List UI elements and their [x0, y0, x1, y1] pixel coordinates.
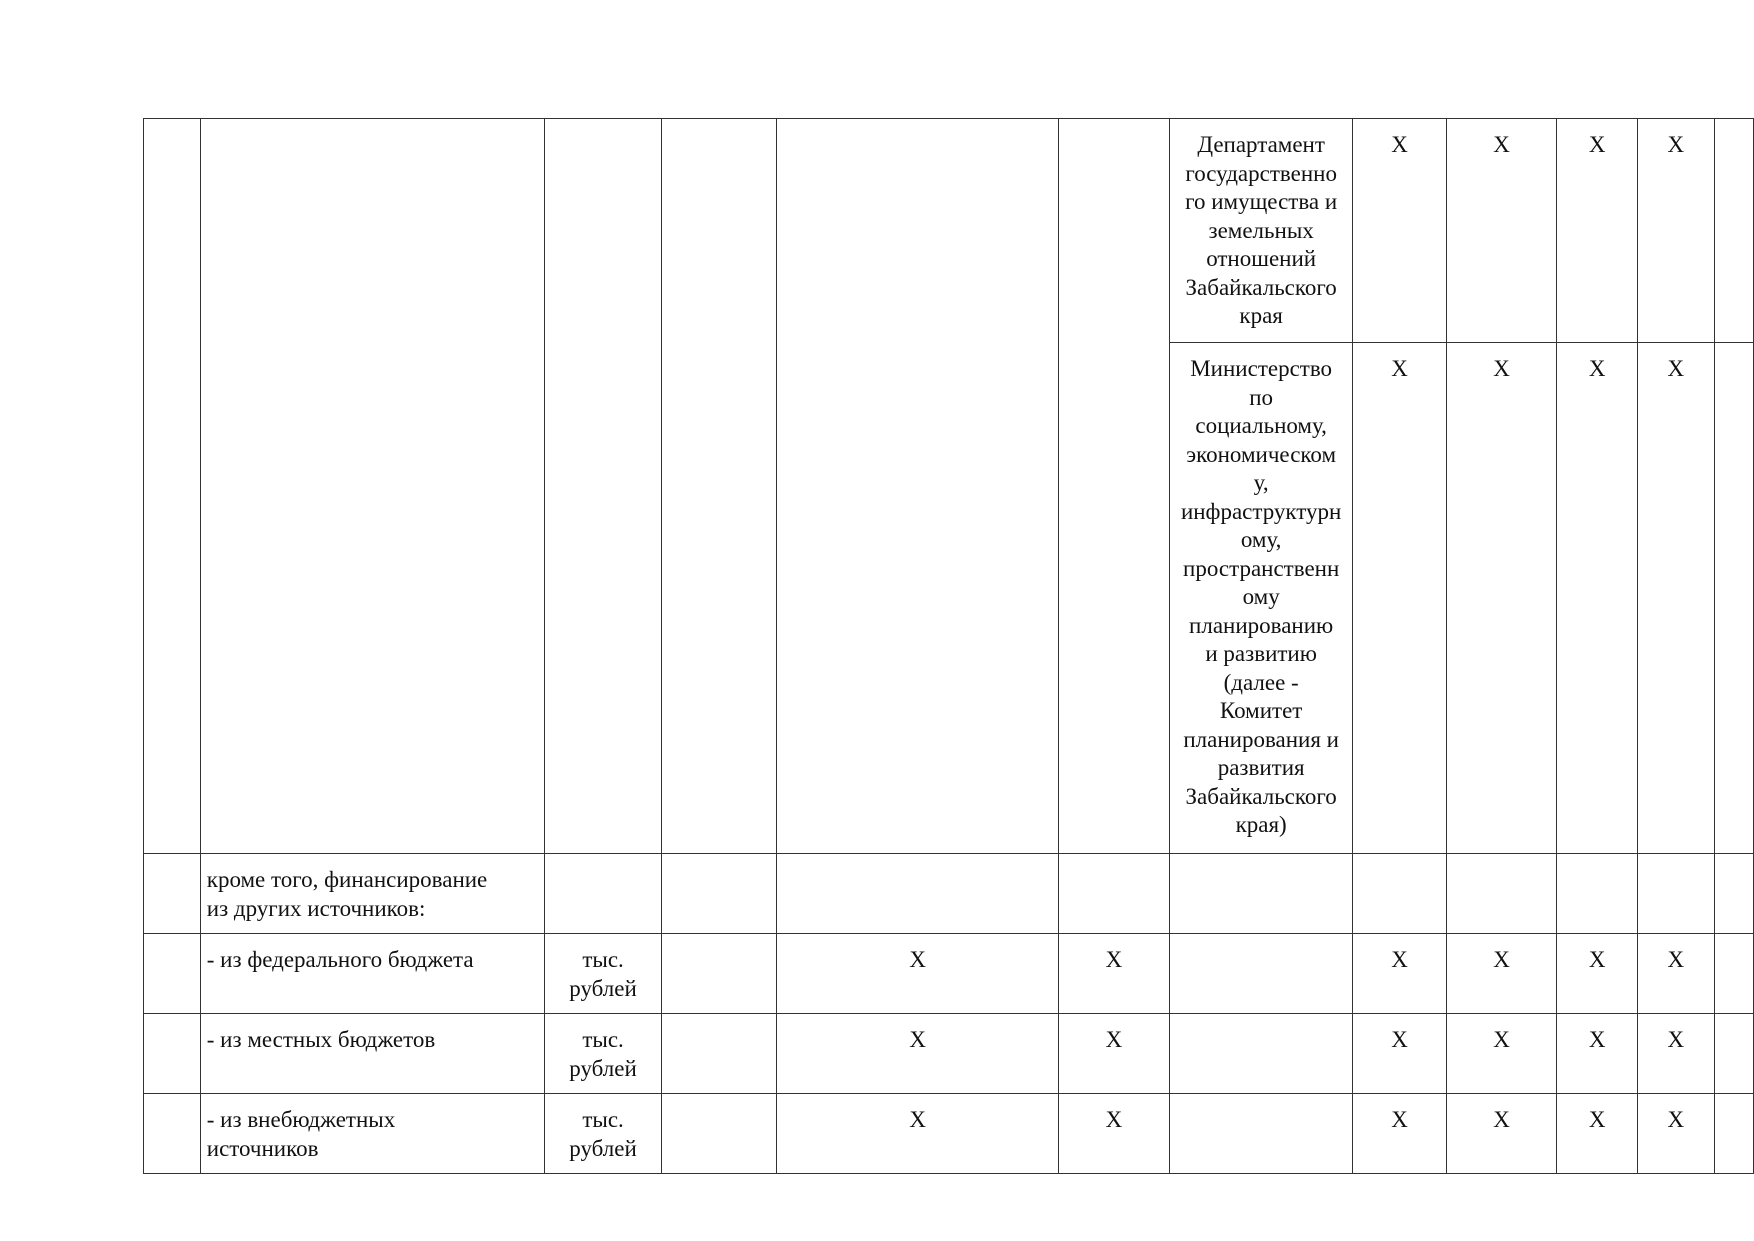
- empty-cell: [1059, 854, 1170, 934]
- x-mark-cell: X: [1353, 119, 1446, 343]
- org-line: государственно: [1185, 160, 1337, 186]
- x-mark-cell: X: [1446, 343, 1557, 854]
- org-line: Департамент: [1197, 132, 1325, 157]
- label-line: из других источников:: [206, 895, 426, 921]
- org-line: инфраструктурн: [1180, 498, 1342, 524]
- org-line: земельных: [1208, 217, 1314, 243]
- source-label: [200, 1094, 544, 1174]
- x-mark-cell: X: [1059, 934, 1170, 1014]
- value-cell: [662, 119, 777, 854]
- x-mark-cell: X: [1059, 1094, 1170, 1174]
- org-line: Министерство: [1190, 356, 1333, 381]
- label-line: - из федерального бюджета: [206, 947, 474, 972]
- x-mark-cell: X: [1446, 934, 1557, 1014]
- unit-cell: [545, 1014, 662, 1094]
- x-mark-cell: X: [1637, 1094, 1714, 1174]
- unit-line: рублей: [569, 975, 637, 1001]
- empty-cell: [1353, 854, 1446, 934]
- empty-cell: [1714, 1094, 1753, 1174]
- x-mark-cell: X: [1446, 119, 1557, 343]
- org-line: Забайкальского: [1185, 274, 1337, 300]
- x-mark-cell: X: [1637, 934, 1714, 1014]
- x-mark-cell: X: [1353, 1014, 1446, 1094]
- org-line: экономическом: [1186, 441, 1337, 467]
- unit-line: рублей: [569, 1135, 637, 1161]
- org-line: ому: [1242, 584, 1280, 609]
- org-line: Комитет: [1219, 698, 1303, 723]
- org-line: по: [1249, 384, 1274, 410]
- empty-cell: [1714, 854, 1753, 934]
- org-line: го имущества и: [1185, 189, 1338, 214]
- row-number-cell: [144, 934, 201, 1014]
- org-line: Забайкальского: [1185, 783, 1337, 809]
- x-mark-cell: X: [1446, 1094, 1557, 1174]
- table-row: [144, 1094, 1754, 1174]
- unit-line: тыс.: [582, 1027, 624, 1052]
- org-line: социальному,: [1195, 413, 1327, 438]
- empty-cell: [1637, 854, 1714, 934]
- unit-line: рублей: [569, 1055, 637, 1081]
- x-mark-cell: X: [1353, 343, 1446, 854]
- label-line: - из внебюджетных: [206, 1107, 396, 1132]
- x-mark-cell: X: [1557, 1014, 1638, 1094]
- row-number-cell: [144, 1094, 201, 1174]
- org-line: отношений: [1206, 246, 1317, 271]
- value-cell: [777, 119, 1059, 854]
- empty-cell: [1714, 343, 1753, 854]
- other-sources-label: [200, 854, 544, 934]
- x-mark-cell: X: [1059, 1014, 1170, 1094]
- org-line: пространственн: [1183, 555, 1340, 581]
- table-row: [144, 119, 1754, 343]
- empty-cell: [1169, 1094, 1353, 1174]
- org-line: края): [1235, 812, 1287, 837]
- empty-cell: [1169, 934, 1353, 1014]
- label-line: кроме того, финансирование: [206, 867, 488, 892]
- empty-cell: [662, 934, 777, 1014]
- x-mark-cell: X: [777, 1094, 1059, 1174]
- empty-cell: [545, 854, 662, 934]
- value-cell: [1059, 119, 1170, 854]
- unit-cell: [545, 119, 662, 854]
- table-row: [144, 854, 1754, 934]
- empty-cell: [1714, 119, 1753, 343]
- empty-cell: [1557, 854, 1638, 934]
- row-number-cell: [144, 119, 201, 854]
- x-mark-cell: X: [777, 1014, 1059, 1094]
- empty-cell: [1446, 854, 1557, 934]
- unit-cell: [545, 1094, 662, 1174]
- row-number-cell: [144, 854, 201, 934]
- empty-cell: [1714, 934, 1753, 1014]
- table-row: [144, 1014, 1754, 1094]
- unit-line: тыс.: [582, 1107, 624, 1132]
- row-number-cell: [144, 1014, 201, 1094]
- org-line: края: [1239, 303, 1283, 328]
- x-mark-cell: X: [1637, 119, 1714, 343]
- x-mark-cell: X: [1557, 1094, 1638, 1174]
- org-line: у,: [1253, 470, 1269, 495]
- unit-line: тыс.: [582, 947, 624, 972]
- program-financing-table: [143, 118, 1754, 1174]
- empty-cell: [662, 854, 777, 934]
- org-line: ому,: [1240, 527, 1282, 552]
- org-line: (далее -: [1223, 669, 1299, 695]
- name-cell: [200, 119, 544, 854]
- x-mark-cell: X: [1446, 1014, 1557, 1094]
- responsible-organization-cell: [1169, 119, 1353, 343]
- empty-cell: [662, 1014, 777, 1094]
- empty-cell: [1714, 1014, 1753, 1094]
- label-line: источников: [206, 1135, 319, 1161]
- empty-cell: [662, 1094, 777, 1174]
- x-mark-cell: X: [1637, 343, 1714, 854]
- x-mark-cell: X: [777, 934, 1059, 1014]
- unit-cell: [545, 934, 662, 1014]
- org-line: развития: [1217, 755, 1305, 780]
- org-line: планированию: [1189, 612, 1334, 638]
- x-mark-cell: X: [1637, 1014, 1714, 1094]
- responsible-organization-cell: [1169, 343, 1353, 854]
- source-label: [200, 1014, 544, 1094]
- source-label: [200, 934, 544, 1014]
- label-line: - из местных бюджетов: [206, 1027, 436, 1052]
- empty-cell: [777, 854, 1059, 934]
- empty-cell: [1169, 1014, 1353, 1094]
- x-mark-cell: X: [1557, 343, 1638, 854]
- x-mark-cell: X: [1353, 934, 1446, 1014]
- table-row: [144, 934, 1754, 1014]
- x-mark-cell: X: [1557, 934, 1638, 1014]
- x-mark-cell: X: [1557, 119, 1638, 343]
- x-mark-cell: X: [1353, 1094, 1446, 1174]
- org-line: и развитию: [1205, 641, 1317, 666]
- empty-cell: [1169, 854, 1353, 934]
- org-line: планирования и: [1183, 726, 1339, 752]
